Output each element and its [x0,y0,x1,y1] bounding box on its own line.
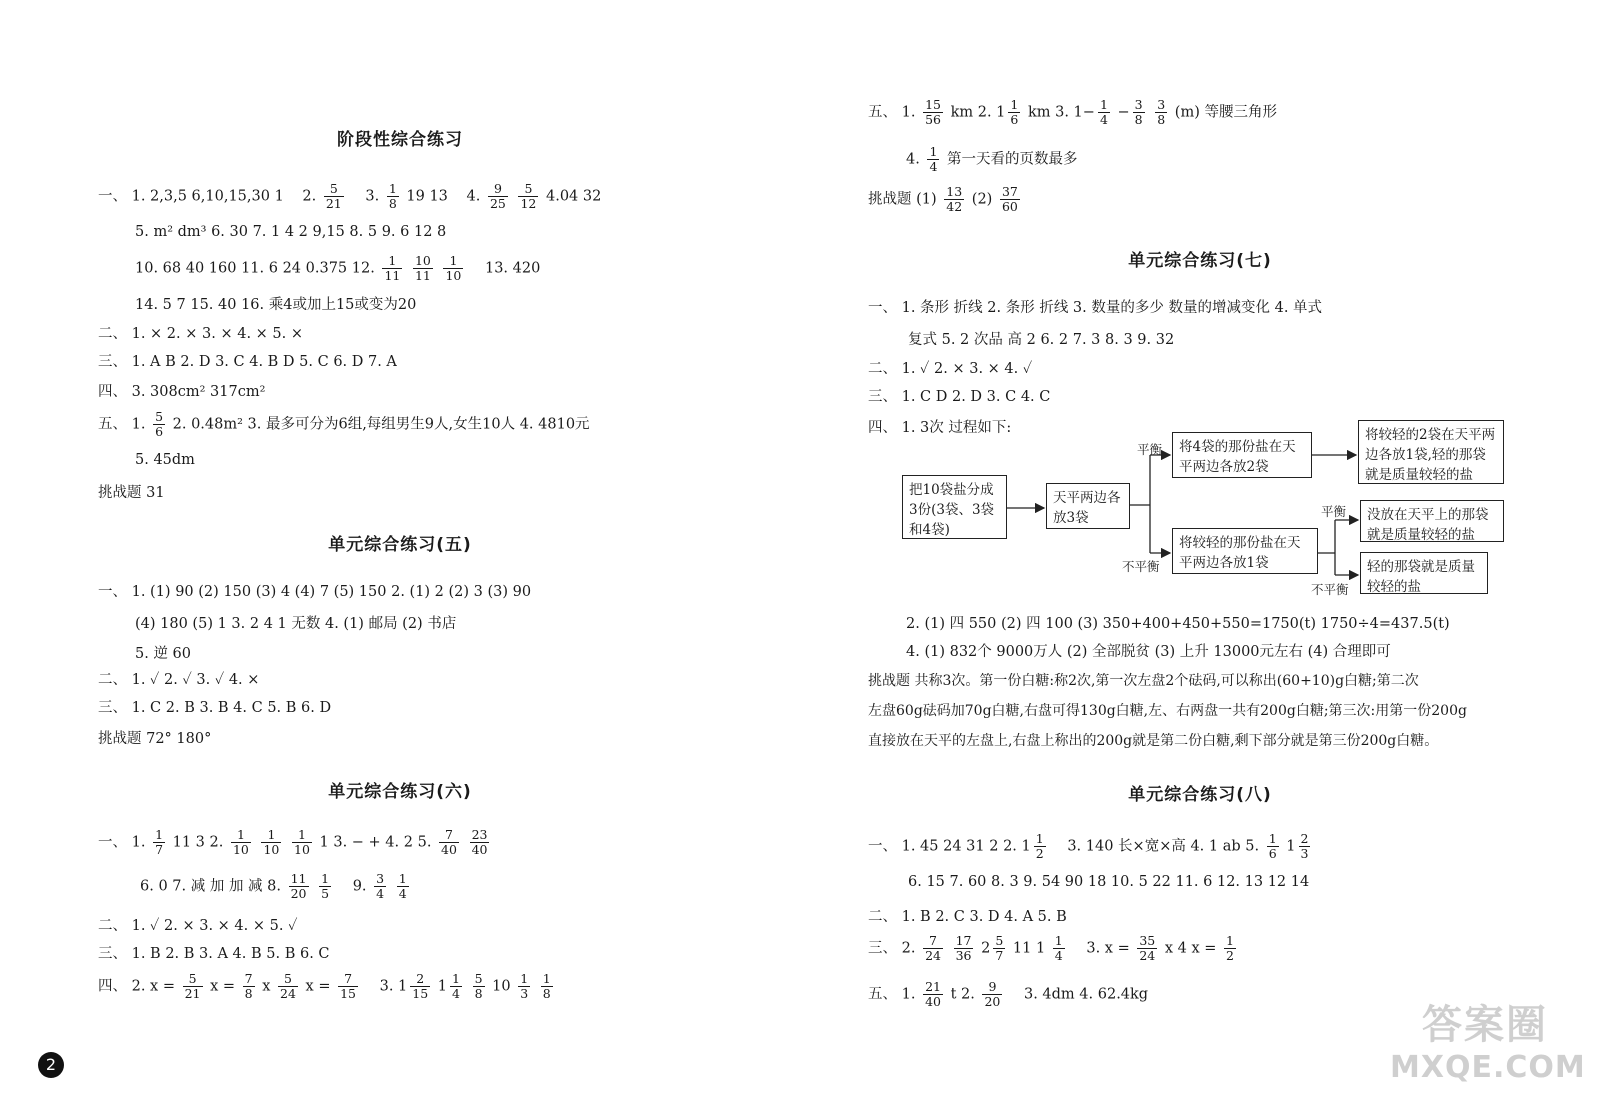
answer-line: 二、 1. ✓ 2. ✓ 3. ✓ 4. × [98,672,260,688]
answer-line: 四、 2. x = $\frac{5}{21}$ x = $\frac{7}{8}$ x $\frac{5}{24}$ x = $\frac{7}{15}$ 3. 1 $\frac{2}{15}$ 1 $\frac{1}{4}$ $\frac{5}{8}$ 10 $\frac{1}{3}$ $\frac{1}{8}$ [98,971,551,1001]
answer-line: 二、 1. ✓ 2. × 3. × 4. × 5. ✓ [98,918,298,934]
fraction: $\frac{23}{40}$ [471,827,488,857]
fraction: $\frac{1}{8}$ [388,181,397,211]
fraction: $\frac{35}{24}$ [1139,933,1156,963]
fraction: $\frac{21}{40}$ [925,979,941,1009]
answer-line: 二、 1. × 2. × 3. × 4. × 5. × [98,326,304,342]
answer-line: 五、 1. $\frac{5}{6}$ 2. 0.48m² 3. 最多可分为6组,每组男生9人,女生10人 4. 4810元 [98,409,590,439]
answer-line: 复式 5. 2 次品 高 2 6. 2 7. 3 8. 3 9. 32 [908,332,1175,348]
section-title-unit-8: 单元综合练习(八) [1128,785,1272,805]
fraction: $\frac{15}{56}$ [925,97,941,127]
answer-line: 6. 0 7. 减 加 加 减 8. $\frac{11}{20}$ $\frac{1}{5}$ 9. $\frac{3}{4}$ $\frac{1}{4}$ [140,871,407,901]
fraction: $\frac{1}{5}$ [321,871,330,901]
answer-line: 挑战题 72° 180° [98,731,212,747]
fraction: $\frac{9}{20}$ [984,979,1001,1009]
fraction: $\frac{13}{42}$ [946,184,963,214]
flow-box-lighter-result: 轻的那袋就是质量较轻的盐 [1360,552,1488,594]
answer-line: 10. 68 40 160 11. 6 24 0.375 12. $\frac{1}{11}$ $\frac{10}{11}$ $\frac{1}{10}$ 13. 420 [135,253,541,283]
fraction: $\frac{1}{4}$ [398,871,407,901]
answer-line: 二、 1. B 2. C 3. D 4. A 5. B [868,909,1067,925]
flow-label-balance: 平衡 [1137,442,1163,457]
fraction: $\frac{7}{24}$ [925,933,941,963]
answer-line: 4. $\frac{1}{4}$ 第一天看的页数最多 [906,144,1078,174]
right-page [800,0,1600,1111]
fraction: $\frac{1}{7}$ [155,827,164,857]
fraction: $\frac{7}{40}$ [441,827,457,857]
answer-line: 一、 1. 2,3,5 6,10,15,30 1 2. $\frac{5}{21}$ 3. $\frac{1}{8}$ 19 13 4. $\frac{9}{25}$ $\frac{5}{12}$ 4.04 32 [98,181,602,211]
fraction: $\frac{1}{4}$ [1099,97,1108,127]
answer-line: 五、 1. $\frac{21}{40}$ t 2. $\frac{9}{20}$ 3. 4dm 4. 62.4kg [868,979,1149,1009]
flow-label-balance: 平衡 [1321,504,1347,519]
answer-line: 左盘60g砝码加70g白糖,右盘可得130g白糖,左、右两盘一共有200g白糖;第三次:用第一份200g [868,703,1467,719]
watermark-logo: 答案圈 MXQE.COM [1390,1002,1586,1085]
fraction: $\frac{5}{7}$ [995,933,1004,963]
answer-line: 一、 1. 条形 折线 2. 条形 折线 3. 数量的多少 数量的增减变化 4. 单式 [868,300,1323,316]
fraction: $\frac{1}{8}$ [542,971,551,1001]
answer-line: 五、 1. $\frac{15}{56}$ km 2. 1 $\frac{1}{6}$ km 3. 1− $\frac{1}{4}$ − $\frac{3}{8}$ $\frac{3}{8}$ (m) 等腰三角形 [868,97,1277,127]
answer-line: 挑战题 共称3次。第一份白糖:称2次,第一次左盘2个砝码,可以称出(60+10)g白糖;第二次 [868,673,1419,689]
fraction: $\frac{7}{8}$ [244,971,253,1001]
answer-line: 6. 15 7. 60 8. 3 9. 54 90 18 10. 5 22 11. 6 12. 13 12 14 [908,874,1310,890]
fraction: $\frac{37}{60}$ [1001,184,1018,214]
flow-box-split-bags: 把10袋盐分成3份(3袋、3袋和4袋) [902,475,1007,539]
fraction: $\frac{11}{20}$ [290,871,307,901]
answer-line: 挑战题 31 [98,485,165,501]
answer-line: 5. 逆 60 [135,646,192,662]
fraction: $\frac{1}{2}$ [1226,933,1234,963]
answer-line: 四、 1. 3次 过程如下: [868,420,1012,436]
fraction: $\frac{1}{10}$ [263,827,280,857]
fraction: $\frac{17}{36}$ [955,933,972,963]
fraction: $\frac{1}{4}$ [1054,933,1063,963]
flow-box-unweighed-result: 没放在天平上的那袋就是质量较轻的盐 [1360,500,1504,542]
fraction: $\frac{3}{8}$ [1134,97,1143,127]
answer-line: 四、 3. 308cm² 317cm² [98,384,266,400]
answer-line: 14. 5 7 15. 40 16. 乘4或加上15或变为20 [135,297,417,313]
answer-line: 二、 1. ✓ 2. × 3. × 4. ✓ [868,361,1033,377]
section-title-unit-7: 单元综合练习(七) [1128,251,1272,271]
flow-box-weigh-lighter-1: 将较轻的那份盐在天平两边各放1袋 [1172,528,1318,574]
fraction: $\frac{1}{6}$ [1010,97,1019,127]
answer-line: 三、 1. B 2. B 3. A 4. B 5. B 6. C [98,946,330,962]
fraction: $\frac{5}{21}$ [184,971,201,1001]
fraction: $\frac{1}{3}$ [520,971,529,1001]
answer-line: 5. m² dm³ 6. 30 7. 1 4 2 9,15 8. 5 9. 6 12 8 [135,224,447,240]
fraction: $\frac{2}{15}$ [412,971,429,1001]
fraction: $\frac{5}{24}$ [280,971,296,1001]
fraction: $\frac{1}{10}$ [445,253,462,283]
answer-line: 4. (1) 832个 9000万人 (2) 全部脱贫 (3) 上升 13000元左右 (4) 合理即可 [906,644,1391,660]
answer-line: 三、 1. A B 2. D 3. C 4. B D 5. C 6. D 7. A [98,354,397,370]
fraction: $\frac{1}{6}$ [1268,831,1277,861]
answer-line: 2. (1) 四 550 (2) 四 100 (3) 350+400+450+550=1750(t) 1750÷4=437.5(t) [906,616,1450,632]
flow-box-weigh-4: 将4袋的那份盐在天平两边各放2袋 [1172,432,1312,478]
answer-line: (4) 180 (5) 1 3. 2 4 1 无数 4. (1) 邮局 (2) 书店 [135,616,457,632]
fraction: $\frac{1}{4}$ [452,971,460,1001]
fraction: $\frac{7}{15}$ [340,971,356,1001]
fraction: $\frac{10}{11}$ [414,253,431,283]
answer-line: 直接放在天平的左盘上,右盘上称出的200g就是第二份白糖,剩下部分就是第三份200g白糖。 [868,733,1439,749]
fraction: $\frac{9}{25}$ [489,181,506,211]
fraction: $\frac{1}{10}$ [294,827,310,857]
fraction: $\frac{5}{21}$ [325,181,342,211]
section-title-unit-5: 单元综合练习(五) [328,535,472,555]
fraction: $\frac{1}{2}$ [1035,831,1044,861]
answer-line: 挑战题 (1) $\frac{13}{42}$ (2) $\frac{37}{60}$ [868,184,1018,214]
fraction: $\frac{5}{12}$ [520,181,537,211]
answer-line: 三、 2. $\frac{7}{24}$ $\frac{17}{36}$ 2 $\frac{5}{7}$ 11 1 $\frac{1}{4}$ 3. x = $\frac{35}{24}$ x 4 x = $\frac{1}{2}$ [868,933,1234,963]
fraction: $\frac{3}{4}$ [376,871,385,901]
flow-box-weigh-lighter-2: 将较轻的2袋在天平两边各放1袋,轻的那袋就是质量较轻的盐 [1358,420,1504,484]
answer-line: 三、 1. C D 2. D 3. C 4. C [868,389,1051,405]
answer-line: 一、 1. 45 24 31 2 2. 1 $\frac{1}{2}$ 3. 140 长×宽×高 4. 1 ab 5. $\frac{1}{6}$ 1 $\frac{2}{3}$ [868,831,1309,861]
fraction: $\frac{2}{3}$ [1300,831,1309,861]
flow-box-weigh-3: 天平两边各放3袋 [1046,483,1130,529]
fraction: $\frac{5}{8}$ [474,971,483,1001]
answer-line: 一、 1. $\frac{1}{7}$ 11 3 2. $\frac{1}{10}$ $\frac{1}{10}$ $\frac{1}{10}$ 1 3. − + 4. 2 5. $\frac{7}{40}$ $\frac{23}{40}$ [98,827,488,857]
answer-line: 5. 45dm [135,452,195,468]
section-title-stage-review: 阶段性综合练习 [337,130,463,150]
page-number-badge: 2 [38,1052,64,1078]
flow-label-unbalance: 不平衡 [1311,582,1349,597]
fraction: $\frac{3}{8}$ [1157,97,1166,127]
fraction: $\frac{1}{10}$ [232,827,249,857]
fraction: $\frac{5}{6}$ [155,409,164,439]
fraction: $\frac{1}{4}$ [929,144,938,174]
flow-label-unbalance: 不平衡 [1122,559,1160,574]
section-title-unit-6: 单元综合练习(六) [328,782,472,802]
answer-line: 一、 1. (1) 90 (2) 150 (3) 4 (4) 7 (5) 150 2. (1) 2 (2) 3 (3) 90 [98,584,532,600]
answer-line: 三、 1. C 2. B 3. B 4. C 5. B 6. D [98,700,332,716]
fraction: $\frac{1}{11}$ [384,253,401,283]
